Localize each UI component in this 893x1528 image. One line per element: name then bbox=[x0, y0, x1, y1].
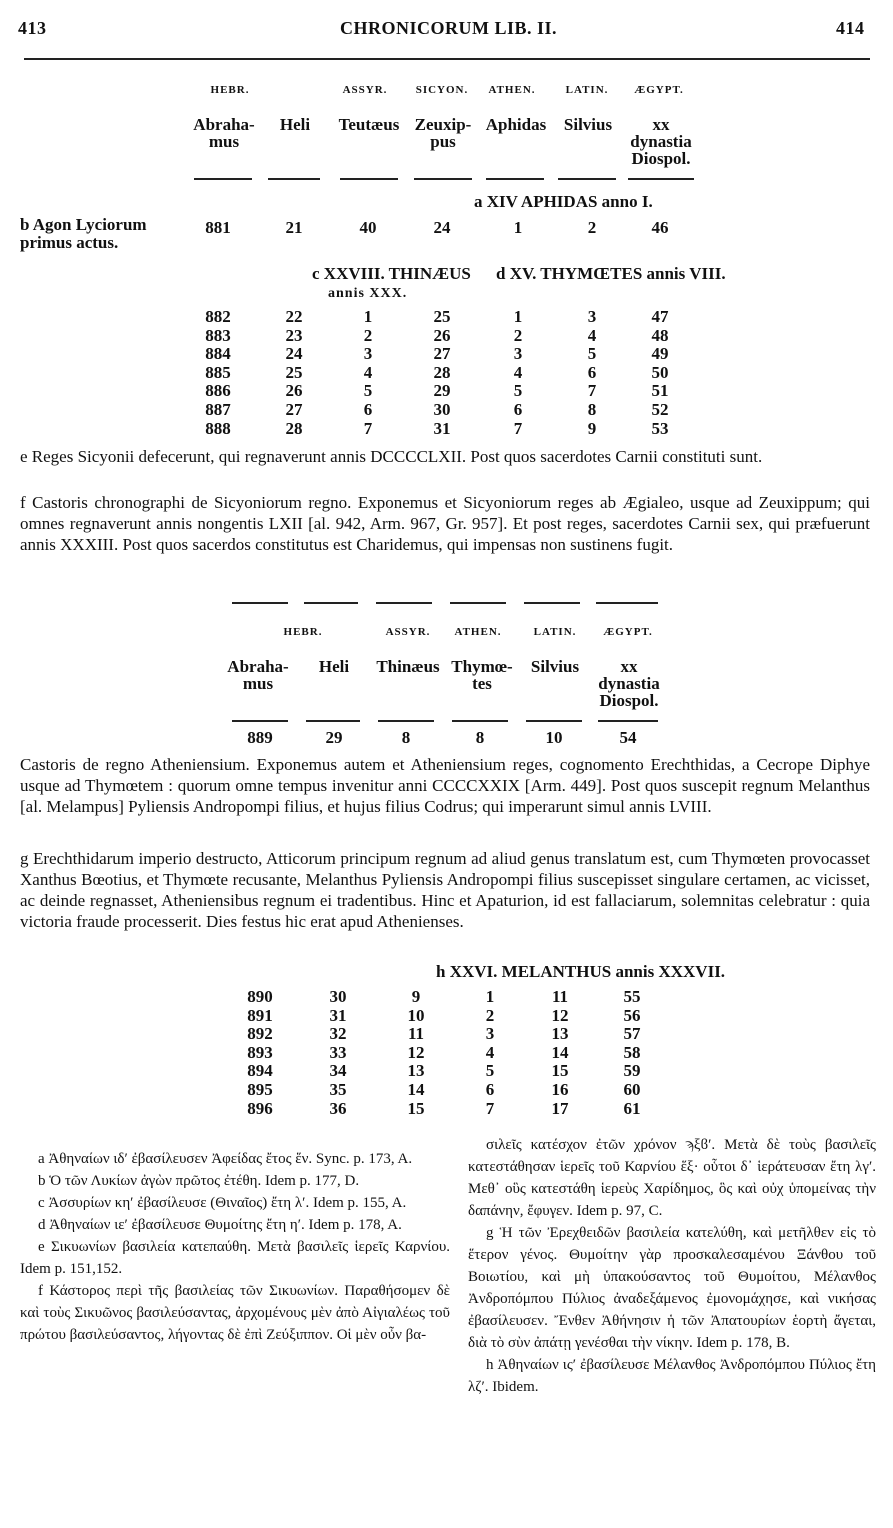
cell: 21 bbox=[285, 218, 303, 237]
col-rule bbox=[628, 178, 694, 180]
cell: 885 bbox=[205, 362, 231, 382]
cell: 2 bbox=[587, 218, 597, 237]
cell: 4 bbox=[485, 1042, 495, 1062]
cell: 893 bbox=[247, 1042, 273, 1062]
footnote-item: c Ἀσσυρίων κηʹ ἐβασίλευσε (Θιναῖος) ἔτη λʹ. Idem p. 155, A. bbox=[38, 1195, 407, 1211]
col-rule bbox=[306, 720, 360, 722]
annotation-d: d XV. THYMŒTES annis VIII. bbox=[496, 264, 726, 283]
col-name-thymoetes: Thymœ- tes bbox=[451, 657, 513, 693]
footnotes-left-column bbox=[20, 1148, 450, 1346]
cell: 2 bbox=[485, 1005, 495, 1025]
cell: 888 bbox=[205, 418, 231, 438]
cell: 9 bbox=[411, 987, 421, 1006]
cell: 27 bbox=[433, 344, 451, 364]
annotation-c-years: annis XXX. bbox=[328, 286, 408, 301]
col-head-assyr: ASSYR. bbox=[385, 626, 431, 638]
annotation-c: c XXVIII. THINÆUS bbox=[312, 264, 471, 283]
cell: 8 bbox=[401, 728, 411, 747]
cell: 14 bbox=[551, 1042, 569, 1062]
cell: 31 bbox=[329, 1005, 347, 1025]
cell: 25 bbox=[433, 307, 451, 326]
footnote-item: a Ἀθηναίων ιδʹ ἐβασίλευσεν Ἀφείδας ἔτος ἕν. Sync. p. 173, A. bbox=[38, 1151, 413, 1167]
cell: 51 bbox=[651, 381, 669, 401]
col-rule bbox=[526, 720, 582, 722]
cell: 28 bbox=[433, 362, 451, 382]
cell: 890 bbox=[247, 987, 273, 1006]
col-name-dynastia: xx dynastia Diospol. bbox=[630, 115, 692, 168]
cell: 884 bbox=[205, 344, 231, 364]
cell: 36 bbox=[329, 1098, 347, 1118]
footnote-item: h Ἀθηναίων ιςʹ ἐβασίλευσε Μέλανθος Ἀνδροπόμπου Πύλιος ἔτη λζʹ. Ibidem. bbox=[468, 1357, 876, 1395]
cell: 5 bbox=[587, 344, 597, 364]
cell: 896 bbox=[247, 1098, 273, 1118]
cell: 3 bbox=[363, 344, 373, 364]
cell: 1 bbox=[485, 987, 495, 1006]
cell: 52 bbox=[651, 400, 669, 419]
col-rule bbox=[340, 178, 398, 180]
cell: 886 bbox=[205, 381, 231, 401]
cell: 5 bbox=[513, 381, 523, 401]
cell: 31 bbox=[433, 418, 451, 438]
col-name-dynastia: xx dynastia Diospol. bbox=[598, 657, 660, 710]
footnotes-right-column bbox=[468, 1134, 876, 1398]
cell: 40 bbox=[359, 218, 377, 237]
cell: 6 bbox=[363, 400, 373, 419]
col-name-teutaeus: Teutæus bbox=[338, 115, 400, 134]
cell: 35 bbox=[329, 1080, 347, 1099]
cell: 53 bbox=[651, 418, 669, 438]
cell: 34 bbox=[329, 1061, 347, 1081]
cell: 54 bbox=[619, 728, 637, 747]
cell: 8 bbox=[587, 400, 597, 419]
cell: 4 bbox=[587, 325, 597, 345]
col-head-athen: ATHEN. bbox=[454, 626, 502, 638]
cell: 882 bbox=[205, 307, 231, 326]
footnote-item: g Ἡ τῶν Ἐρεχθειδῶν βασιλεία κατελύθη, καὶ μετῆλθεν εἰς τὸ ἕτερον γένος. Θυμοίτην γὰρ προσκαλεσαμένου Ξάνθου τοῦ Βοιωτίου, καὶ μὴ ὑπακούσαντος τοῦ Θυμοίτου, Μέλανθος Ἀνδροπόμπου Πύλιος ἀναδεξάμενος ἐμονομάχησε, καὶ νικήσας ἐβασίλευσεν. Ἔνθεν Ἀθήνησιν ἡ τῶν Ἀπατουρίων ἑορτὴ ἄγεται, διὰ τὸ σὺν ἀπάτῃ γενέσθαι τὴν νίκην. Idem p. 178, B. bbox=[468, 1225, 876, 1351]
col-name-heli: Heli bbox=[279, 115, 311, 134]
cell: 3 bbox=[587, 307, 597, 326]
cell: 8 bbox=[475, 728, 485, 747]
cell: 49 bbox=[651, 344, 669, 364]
cell: 29 bbox=[433, 381, 451, 401]
cell: 60 bbox=[623, 1080, 641, 1099]
col-name-thinaeus: Thinæus bbox=[376, 657, 440, 676]
cell: 895 bbox=[247, 1080, 273, 1099]
cell: 7 bbox=[587, 381, 597, 401]
page-number-left: 413 bbox=[18, 18, 47, 38]
col-head-latin: LATIN. bbox=[533, 626, 577, 638]
cell: 7 bbox=[513, 418, 523, 438]
col-head-athen: ATHEN. bbox=[488, 84, 536, 96]
col-rule bbox=[486, 178, 544, 180]
cell: 2 bbox=[513, 325, 523, 345]
cell: 6 bbox=[485, 1080, 495, 1099]
cell: 3 bbox=[485, 1024, 495, 1044]
cell: 27 bbox=[285, 400, 303, 419]
page-number-right: 414 bbox=[836, 18, 865, 38]
separator-dash bbox=[524, 602, 580, 604]
footnote-item: e Σικυωνίων βασιλεία κατεπαύθη. Μετὰ βασιλεῖς ἱερεῖς Καρνίου. Idem p. 151,152. bbox=[20, 1239, 450, 1277]
col-rule bbox=[598, 720, 658, 722]
col-name-abrahamus: Abraha- mus bbox=[227, 657, 289, 693]
cell: 32 bbox=[329, 1024, 347, 1044]
note-b-agon: b Agon Lyciorum primus actus. bbox=[20, 215, 147, 252]
cell: 59 bbox=[623, 1061, 641, 1081]
cell: 29 bbox=[325, 728, 343, 747]
col-name-heli: Heli bbox=[318, 657, 350, 676]
col-rule bbox=[232, 720, 288, 722]
cell: 58 bbox=[623, 1042, 641, 1062]
annotation-h: h XXVI. MELANTHUS annis XXXVII. bbox=[436, 962, 726, 981]
cell: 57 bbox=[623, 1024, 641, 1044]
col-head-latin: LATIN. bbox=[565, 84, 609, 96]
col-rule bbox=[194, 178, 252, 180]
paragraph-castor-athens: Castoris de regno Atheniensium. Exponemus autem et Atheniensium reges, cognomento Erechthidas, a Cecrope Diphye usque ad Thymœtem : quorum omne tempus invenitur anni CCCCXXIX [Arm. 449]. Post quos suscepit regnum Melanthus [al. Melampus] Pyliensis Andropompi filius, et hujus filius Codrus; qui imperarunt simul annis LVIII. bbox=[20, 755, 870, 816]
col-name-zeuxippus: Zeuxip- pus bbox=[414, 115, 472, 151]
col-rule bbox=[452, 720, 508, 722]
cell: 11 bbox=[407, 1024, 425, 1044]
col-name-silvius: Silvius bbox=[530, 657, 580, 676]
cell: 7 bbox=[485, 1098, 495, 1118]
cell: 6 bbox=[587, 362, 597, 382]
cell: 56 bbox=[623, 1005, 641, 1025]
cell: 33 bbox=[329, 1042, 347, 1062]
annotation-a: a XIV APHIDAS anno I. bbox=[474, 192, 653, 211]
cell: 12 bbox=[407, 1042, 425, 1062]
cell: 2 bbox=[363, 325, 373, 345]
cell: 46 bbox=[651, 218, 669, 237]
cell: 13 bbox=[551, 1024, 569, 1044]
col-head-hebr: HEBR. bbox=[210, 84, 250, 96]
col-head-aegypt: ÆGYPT. bbox=[634, 84, 684, 96]
cell: 4 bbox=[513, 362, 523, 382]
footnote-item: σιλεῖς κατέσχον ἐτῶν χρόνον ϡξϐʹ. Μετὰ δὲ τοὺς βασιλεῖς κατεστάθησαν ἱερεῖς τοῦ Καρνίου ἕξ· οὗτοι δ᾽ ἱεράτευσαν ἔτη λγʹ. Μεθ᾽ οὓς κατεστάθη ἱερεὺς Χαρίδημος, ὃς καὶ οὐχ ὑπομείνας τὴν δαπάνην, ἔφυγεν. Idem p. 97, C. bbox=[468, 1137, 876, 1219]
col-name-abrahamus: Abraha- mus bbox=[193, 115, 255, 151]
footnote-item: b Ὁ τῶν Λυκίων ἀγὼν πρῶτος ἐτέθη. Idem p. 177, D. bbox=[38, 1173, 360, 1189]
cell: 50 bbox=[651, 362, 669, 382]
cell: 1 bbox=[513, 218, 523, 237]
cell: 48 bbox=[651, 325, 669, 345]
col-rule bbox=[378, 720, 434, 722]
cell: 889 bbox=[247, 728, 273, 747]
cell: 5 bbox=[363, 381, 373, 401]
col-head-aegypt: ÆGYPT. bbox=[603, 626, 653, 638]
separator-dash bbox=[450, 602, 506, 604]
separator-dash bbox=[596, 602, 658, 604]
header-rule bbox=[24, 58, 870, 60]
running-title: CHRONICORUM LIB. II. bbox=[340, 18, 558, 38]
cell: 24 bbox=[285, 344, 303, 364]
cell: 3 bbox=[513, 344, 523, 364]
col-rule bbox=[268, 178, 320, 180]
cell: 23 bbox=[285, 325, 303, 345]
cell: 4 bbox=[363, 362, 373, 382]
cell: 9 bbox=[587, 418, 597, 438]
cell: 14 bbox=[407, 1080, 425, 1099]
cell: 11 bbox=[551, 987, 569, 1006]
cell: 13 bbox=[407, 1061, 425, 1081]
cell: 30 bbox=[433, 400, 451, 419]
cell: 24 bbox=[433, 218, 451, 237]
separator-dash bbox=[304, 602, 358, 604]
footnote-item: d Ἀθηναίων ιεʹ ἐβασίλευσε Θυμοίτης ἔτη ηʹ. Idem p. 178, A. bbox=[38, 1217, 402, 1233]
col-rule bbox=[558, 178, 616, 180]
cell: 26 bbox=[433, 325, 451, 345]
cell: 894 bbox=[247, 1061, 273, 1081]
cell: 28 bbox=[285, 418, 303, 438]
cell: 1 bbox=[513, 307, 523, 326]
cell: 61 bbox=[623, 1098, 641, 1118]
separator-dash bbox=[232, 602, 288, 604]
cell: 6 bbox=[513, 400, 523, 419]
cell: 883 bbox=[205, 325, 231, 345]
cell: 15 bbox=[407, 1098, 425, 1118]
col-rule bbox=[414, 178, 472, 180]
cell: 26 bbox=[285, 381, 303, 401]
cell: 15 bbox=[551, 1061, 569, 1081]
cell: 55 bbox=[623, 987, 641, 1006]
col-head-hebr: HEBR. bbox=[283, 626, 323, 638]
cell: 891 bbox=[247, 1005, 273, 1025]
paragraph-f: f Castoris chronographi de Sicyoniorum regno. Exponemus et Sicyoniorum reges ab Ægialeo, usque ad Zeuxippum; qui omnes regnaverunt annis nongentis LXII [al. 942, Arm. 967, Gr. 957]. Et post reges, sacerdotes Carnii sex, qui præfuerunt annis XXXIII. Post quos sacerdos constitutus est Charidemus, qui impensas non sustinens fugit. bbox=[20, 493, 870, 554]
cell: 12 bbox=[551, 1005, 569, 1025]
col-name-silvius: Silvius bbox=[563, 115, 613, 134]
col-name-aphidas: Aphidas bbox=[485, 115, 547, 134]
cell: 881 bbox=[205, 218, 231, 237]
col-head-sicyon: SICYON. bbox=[415, 84, 469, 96]
col-head-assyr: ASSYR. bbox=[342, 84, 388, 96]
cell: 47 bbox=[651, 307, 669, 326]
footnote-item: f Κάστορος περὶ τῆς βασιλείας τῶν Σικυωνίων. Παραθήσομεν δὲ καὶ τοὺς Σικυῶνος βασιλεύσαντας, ἀρχομένους μὲν ἀπὸ Αἰγιαλέως τοῦ πρώτου βασιλεύσαντος, λήγοντας δὲ ἐπὶ Ζεύξιππον. Οἱ μὲν οὖν βα- bbox=[20, 1283, 450, 1343]
cell: 30 bbox=[329, 987, 347, 1006]
cell: 22 bbox=[285, 307, 303, 326]
separator-dash bbox=[376, 602, 432, 604]
paragraph-e: e Reges Sicyonii defecerunt, qui regnaverunt annis DCCCCLXII. Post quos sacerdotes Carnii constituti sunt. bbox=[20, 447, 763, 466]
cell: 7 bbox=[363, 418, 373, 438]
cell: 10 bbox=[545, 728, 563, 747]
paragraph-g: g Erechthidarum imperio destructo, Atticorum principum regnum ad aliud genus translatum est, cum Thymœten provocasset Xanthus Bœotius, et Thymœte recusante, Melanthus Pyliensis Andropompi filius suscepisset singulare certamen, ac vicisset, ac deinde regnasset, Atheniensibus regnum ei tradentibus. Hinc et Apaturion, id est fallaciarum, solemnitas celebratur : quia victoria fraude processerit. Dies festus hic erat apud Athenienses. bbox=[20, 849, 870, 931]
cell: 25 bbox=[285, 362, 303, 382]
cell: 5 bbox=[485, 1061, 495, 1081]
cell: 887 bbox=[205, 400, 231, 419]
cell: 17 bbox=[551, 1098, 569, 1118]
cell: 10 bbox=[407, 1005, 425, 1025]
cell: 892 bbox=[247, 1024, 273, 1044]
cell: 16 bbox=[551, 1080, 569, 1099]
cell: 1 bbox=[363, 307, 373, 326]
